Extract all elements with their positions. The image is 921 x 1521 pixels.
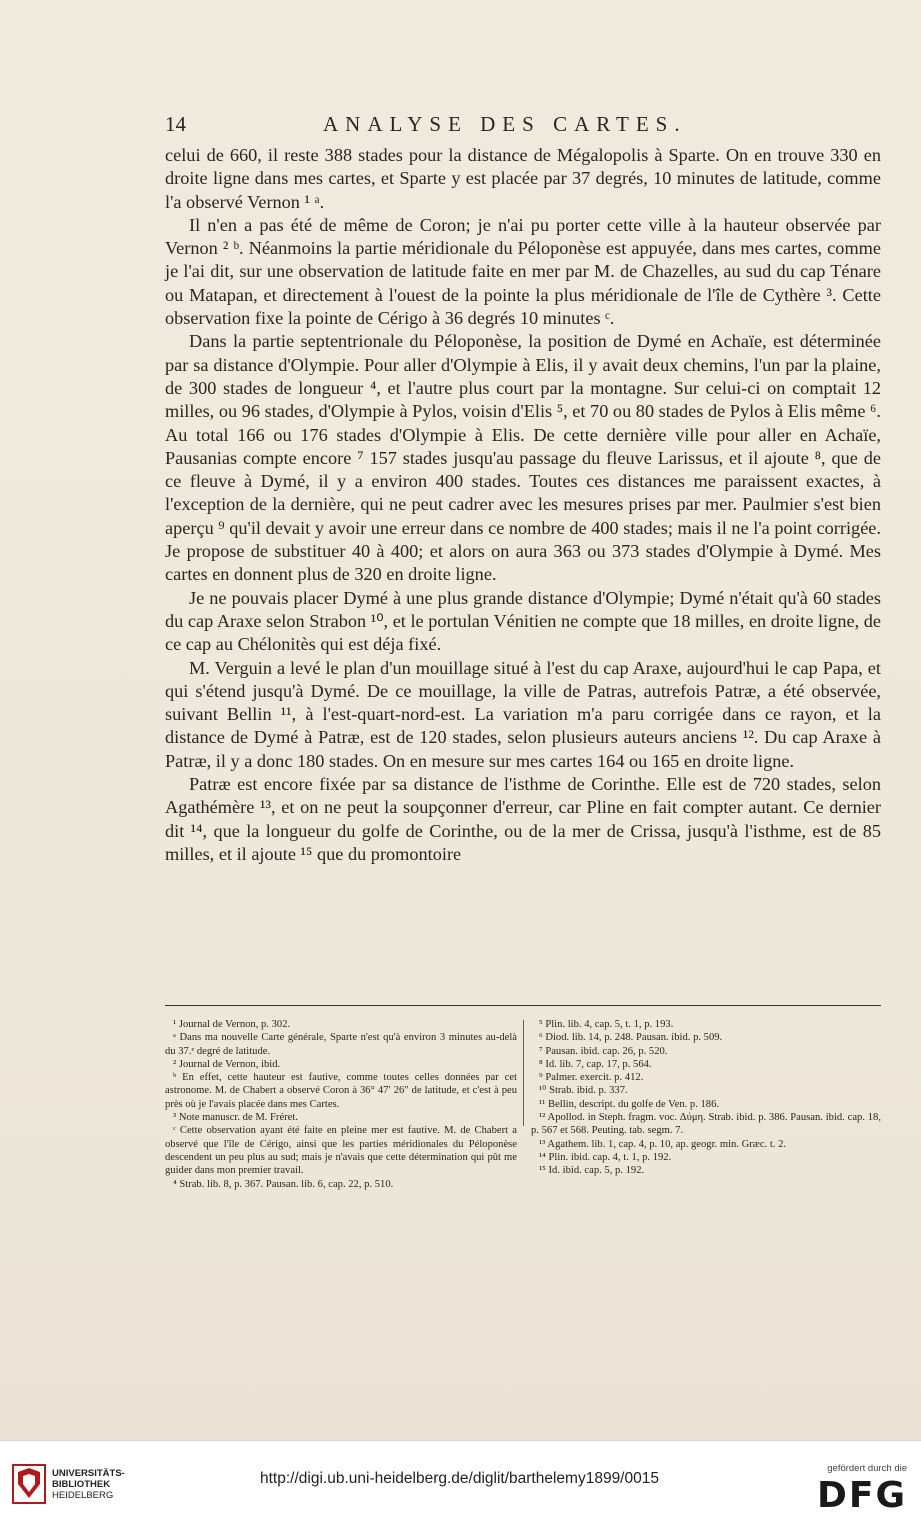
footnote: ⁸ Id. lib. 7, cap. 17, p. 564. bbox=[539, 1058, 652, 1070]
main-text bbox=[165, 144, 881, 866]
library-name-line: HEIDELBERG bbox=[52, 1490, 114, 1501]
library-name[interactable] bbox=[52, 1468, 125, 1501]
library-name-line: BIBLIOTHEK bbox=[52, 1479, 111, 1490]
permalink-url[interactable]: http://digi.ub.uni-heidelberg.de/diglit/barthelemy1899/0015 bbox=[260, 1470, 659, 1487]
footnote: ² Journal de Vernon, ibid. bbox=[173, 1058, 281, 1070]
page-header bbox=[165, 112, 880, 142]
footnote: ¹ Journal de Vernon, p. 302. bbox=[173, 1019, 291, 1030]
footnote: ⁶ Diod. lib. 14, p. 248. Pausan. ibid. p. 509. bbox=[539, 1032, 723, 1044]
footnotes bbox=[165, 1018, 881, 1190]
footnote: ᵇ En effet, cette hauteur est fautive, comme toutes celles données par cet astronome. M. de Chabert a observé Coron à 36° 47′ 26″ de latitude, et c'est à peu près où je l'avais placée dans mes Cartes. bbox=[165, 1072, 517, 1110]
paragraph: celui de 660, il reste 388 stades pour la distance de Mégalopolis à Sparte. On en trouve 330 en droite ligne dans mes cartes, et Sparte y est placée par 37 degrés, 10 minutes de latitude, comme l'a observé Vernon ¹ ᵃ. bbox=[165, 145, 881, 212]
footnotes-right-column bbox=[531, 1018, 881, 1178]
paragraph: Je ne pouvais placer Dymé à une plus grande distance d'Olympie; Dymé n'était qu'à 60 stades du cap Araxe selon Strabon ¹⁰, et le portulan Vénitien ne compte que 18 milles, en droite ligne, de ce cap au Chélonitès qui est déja fixé. bbox=[165, 587, 881, 655]
running-title: ANALYSE DES CARTES. bbox=[323, 112, 687, 136]
column-divider bbox=[523, 1020, 524, 1126]
footnote: ¹⁰ Strab. ibid. p. 337. bbox=[539, 1085, 628, 1097]
footnote: ᶜ Cette observation ayant été faite en pleine mer est fautive. M. de Chabert a observé que l'île de Cérigo, ainsi que les parties méridionales du Péloponèse descendent un peu plus au sud; mais je n'avais que cette détermination qui pût me guider dans mon premier travail. bbox=[165, 1125, 517, 1177]
footnotes-left-column bbox=[165, 1018, 517, 1191]
viewer-footer bbox=[0, 1440, 921, 1521]
paragraph: Patræ est encore fixée par sa distance de l'isthme de Corinthe. Elle est de 720 stades, selon Agathémère ¹³, et on ne peut la soupçonner d'erreur, car Pline en fait compter autant. Ce dernier dit ¹⁴, que la longueur du golfe de Corinthe, ou de la mer de Crissa, jusqu'à l'isthme, est de 85 milles, et il ajoute ¹⁵ que du promontoire bbox=[165, 774, 881, 864]
footnote: ⁵ Plin. lib. 4, cap. 5, t. 1, p. 193. bbox=[539, 1019, 674, 1030]
footnote: ¹³ Agathem. lib. 1, cap. 4, p. 10, ap. geogr. min. Græc. t. 2. bbox=[539, 1138, 787, 1150]
footnote: ¹⁴ Plin. ibid. cap. 4, t. 1, p. 192. bbox=[539, 1151, 672, 1163]
paragraph: Il n'en a pas été de même de Coron; je n'ai pu porter cette ville à la hauteur observée par Vernon ² ᵇ. Néanmoins la partie méridionale du Péloponèse est appuyée, dans mes cartes, comme je l'ai dit, sur une observation de latitude faite en mer par M. de Chazelles, au sud du cap Ténare ou Matapan, et directement à l'ouest de la pointe la plus méridionale de l'île de Cythère ³. Cette observation fixe la pointe de Cérigo à 36 degrés 10 minutes ᶜ. bbox=[165, 214, 881, 329]
footnote: ᵃ Dans ma nouvelle Carte générale, Sparte n'est qu'à environ 3 minutes au-delà du 37.ᵉ degré de latitude. bbox=[165, 1032, 517, 1057]
footnote: ⁷ Pausan. ibid. cap. 26, p. 520. bbox=[539, 1045, 668, 1057]
university-library-logo-icon[interactable] bbox=[12, 1464, 46, 1504]
footnote: ¹¹ Bellin, descript. du golfe de Ven. p. 186. bbox=[539, 1098, 720, 1110]
paragraph: M. Verguin a levé le plan d'un mouillage situé à l'est du cap Araxe, aujourd'hui le cap Papa, et qui s'étend jusqu'à Dymé. De ce mouillage, la ville de Patras, autrefois Patræ, a été observée, suivant Bellin ¹¹, à l'est-quart-nord-est. La variation m'a paru corrigée dans ce rayon, et la distance de Dymé à Patræ, est de 120 stades, selon plusieurs auteurs anciens ¹². Du cap Araxe à Patræ, il y a donc 180 stades. On en mesure sur mes cartes 164 ou 165 en droite ligne. bbox=[165, 657, 881, 771]
footnote-separator bbox=[165, 1005, 881, 1006]
funding-tag: gefördert durch die bbox=[827, 1463, 907, 1474]
library-name-line: UNIVERSITÄTS- bbox=[52, 1468, 125, 1479]
footnote: ¹² Apollod. in Steph. fragm. voc. Δύμη. Strab. ibid. p. 386. Pausan. ibid. cap. 18, p. 567 et 568. Peuting. tab. segm. 7. bbox=[531, 1112, 881, 1137]
page-number: 14 bbox=[165, 112, 186, 136]
paragraph: Dans la partie septentrionale du Péloponèse, la position de Dymé en Achaïe, est déterminée par sa distance d'Olympie. Pour aller d'Olympie à Elis, il y avait deux chemins, l'un par la plaine, de 300 stades de longueur ⁴, et l'autre plus court par la montagne. Sur celui-ci on comptait 12 milles, ou 96 stades, d'Olympie à Pylos, voisin d'Elis ⁵, et 70 ou 80 stades de Pylos à Elis même ⁶. Au total 166 ou 176 stades d'Olympie à Elis. De cette dernière ville pour aller en Achaïe, Pausanias compte encore ⁷ 157 stades jusqu'au passage du fleuve Larissus, et il ajoute ⁸, que de ce fleuve à Dymé, il y a environ 400 stades. Toutes ces distances me paraissent exactes, à l'exception de la dernière, qui ne peut cadrer avec les mesures prises par mer. Paulmier s'est bien aperçu ⁹ qu'il devait y avoir une erreur dans ce nombre de 400 stades; mais il ne l'a point corrigée. Je propose de substituer 40 à 400; et alors on aura 363 ou 373 stades d'Olympie à Dymé. Mes cartes en donnent plus de 320 en droite ligne. bbox=[165, 331, 881, 585]
footnote: ³ Note manuscr. de M. Fréret. bbox=[173, 1112, 298, 1124]
footnote: ⁹ Palmer. exercit. p. 412. bbox=[539, 1072, 644, 1084]
footnote: ⁴ Strab. lib. 8, p. 367. Pausan. lib. 6, cap. 22, p. 510. bbox=[173, 1178, 394, 1190]
dfg-logo[interactable]: DFG bbox=[816, 1475, 907, 1516]
footnote: ¹⁵ Id. ibid. cap. 5, p. 192. bbox=[539, 1165, 645, 1177]
